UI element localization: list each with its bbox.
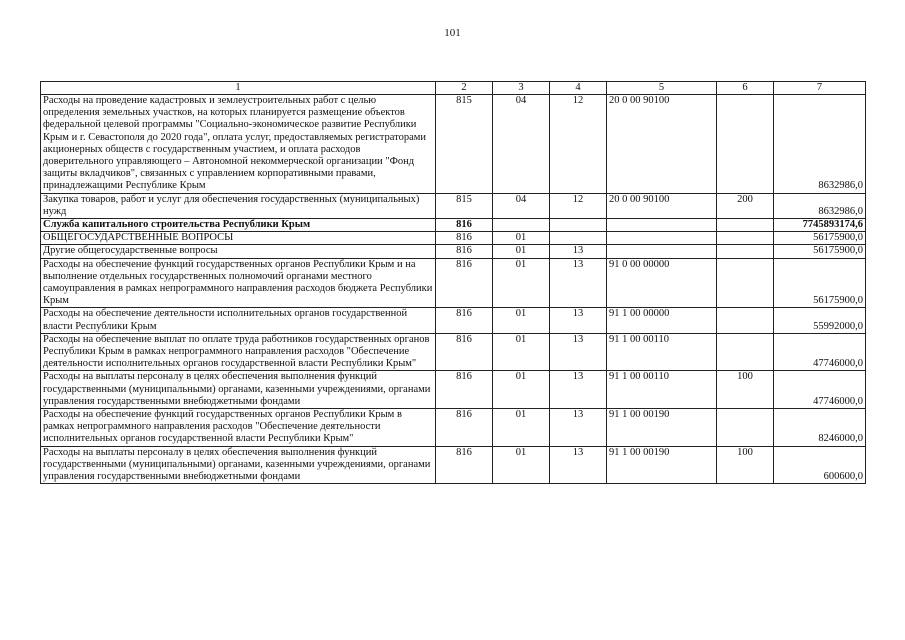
expense-name-cell: Расходы на обеспечение деятельности исполнительных органов государственной власти Республики Крым bbox=[41, 308, 436, 333]
target-article-cell: 91 0 00 00000 bbox=[607, 258, 717, 308]
section-code-cell: 04 bbox=[493, 193, 550, 218]
subsection-code-cell bbox=[550, 232, 607, 245]
subsection-code-cell: 13 bbox=[550, 308, 607, 333]
table-row bbox=[41, 193, 866, 218]
amount-cell: 8246000,0 bbox=[774, 409, 866, 447]
admin-code-cell: 816 bbox=[436, 232, 493, 245]
section-code-cell: 01 bbox=[493, 308, 550, 333]
target-article-cell bbox=[607, 245, 717, 258]
table-row bbox=[41, 232, 866, 245]
subsection-code-cell: 13 bbox=[550, 245, 607, 258]
expense-name-cell: Расходы на обеспечение выплат по оплате труда работников государственных органов Республики Крым в рамках непрограммного направления расходов "Обеспечение деятельности исполнительных органов государственной власти Республики Крым" bbox=[41, 333, 436, 371]
section-code-cell: 01 bbox=[493, 371, 550, 409]
target-article-cell: 91 1 00 00190 bbox=[607, 409, 717, 447]
column-header-1: 1 bbox=[41, 82, 436, 95]
section-code-cell bbox=[493, 219, 550, 232]
table-row bbox=[41, 308, 866, 333]
admin-code-cell: 815 bbox=[436, 95, 493, 194]
subsection-code-cell: 13 bbox=[550, 371, 607, 409]
expense-type-cell bbox=[717, 232, 774, 245]
budget-table bbox=[40, 81, 866, 484]
amount-cell: 8632986,0 bbox=[774, 193, 866, 218]
column-header-2: 2 bbox=[436, 82, 493, 95]
admin-code-cell: 816 bbox=[436, 333, 493, 371]
column-header-5: 5 bbox=[607, 82, 717, 95]
section-code-cell: 01 bbox=[493, 245, 550, 258]
expense-type-cell: 200 bbox=[717, 193, 774, 218]
subsection-code-cell: 12 bbox=[550, 95, 607, 194]
amount-cell: 47746000,0 bbox=[774, 333, 866, 371]
admin-code-cell: 816 bbox=[436, 308, 493, 333]
expense-name-cell: Расходы на обеспечение функций государственных органов Республики Крым и на выполнение отдельных государственных полномочий органами местного самоуправления в рамках непрограммного направления расходов бюджета Республики Крым bbox=[41, 258, 436, 308]
expense-type-cell bbox=[717, 95, 774, 194]
target-article-cell bbox=[607, 232, 717, 245]
expense-name-cell: ОБЩЕГОСУДАРСТВЕННЫЕ ВОПРОСЫ bbox=[41, 232, 436, 245]
target-article-cell: 91 1 00 00000 bbox=[607, 308, 717, 333]
expense-type-cell: 100 bbox=[717, 446, 774, 484]
admin-code-cell: 816 bbox=[436, 409, 493, 447]
expense-name-cell: Расходы на обеспечение функций государственных органов Республики Крым в рамках непрограммного направления расходов "Обеспечение деятельности исполнительных органов государственной власти Республики Крым" bbox=[41, 409, 436, 447]
admin-code-cell: 815 bbox=[436, 193, 493, 218]
table-row bbox=[41, 95, 866, 194]
column-header-3: 3 bbox=[493, 82, 550, 95]
target-article-cell: 91 1 00 00110 bbox=[607, 333, 717, 371]
amount-cell: 600600,0 bbox=[774, 446, 866, 484]
subsection-code-cell bbox=[550, 219, 607, 232]
admin-code-cell: 816 bbox=[436, 371, 493, 409]
subsection-code-cell: 13 bbox=[550, 333, 607, 371]
table-row bbox=[41, 258, 866, 308]
table-row bbox=[41, 371, 866, 409]
section-code-cell: 01 bbox=[493, 232, 550, 245]
section-code-cell: 01 bbox=[493, 333, 550, 371]
amount-cell: 8632986,0 bbox=[774, 95, 866, 194]
subsection-code-cell: 13 bbox=[550, 409, 607, 447]
section-code-cell: 01 bbox=[493, 409, 550, 447]
amount-cell: 56175900,0 bbox=[774, 232, 866, 245]
table-row bbox=[41, 446, 866, 484]
subsection-code-cell: 12 bbox=[550, 193, 607, 218]
admin-code-cell: 816 bbox=[436, 219, 493, 232]
section-code-cell: 04 bbox=[493, 95, 550, 194]
table-row bbox=[41, 333, 866, 371]
target-article-cell: 91 1 00 00190 bbox=[607, 446, 717, 484]
amount-cell: 56175900,0 bbox=[774, 258, 866, 308]
expense-type-cell bbox=[717, 308, 774, 333]
column-header-4: 4 bbox=[550, 82, 607, 95]
expense-type-cell bbox=[717, 333, 774, 371]
admin-code-cell: 816 bbox=[436, 245, 493, 258]
admin-code-cell: 816 bbox=[436, 446, 493, 484]
expense-name-cell: Расходы на выплаты персоналу в целях обеспечения выполнения функций государственными (муниципальными) органами, казенными учреждениями, органами управления государственными внебюджетными фондами bbox=[41, 371, 436, 409]
expense-name-cell: Закупка товаров, работ и услуг для обеспечения государственных (муниципальных) нужд bbox=[41, 193, 436, 218]
expense-name-cell: Служба капитального строительства Республики Крым bbox=[41, 219, 436, 232]
expense-name-cell: Другие общегосударственные вопросы bbox=[41, 245, 436, 258]
amount-cell: 56175900,0 bbox=[774, 245, 866, 258]
column-header-6: 6 bbox=[717, 82, 774, 95]
subsection-code-cell: 13 bbox=[550, 446, 607, 484]
table-row bbox=[41, 219, 866, 232]
section-code-cell: 01 bbox=[493, 446, 550, 484]
expense-type-cell bbox=[717, 245, 774, 258]
expense-type-cell bbox=[717, 409, 774, 447]
admin-code-cell: 816 bbox=[436, 258, 493, 308]
expense-name-cell: Расходы на выплаты персоналу в целях обеспечения выполнения функций государственными (муниципальными) органами, казенными учреждениями, органами управления государственными внебюджетными фондами bbox=[41, 446, 436, 484]
target-article-cell bbox=[607, 219, 717, 232]
expense-type-cell: 100 bbox=[717, 371, 774, 409]
target-article-cell: 20 0 00 90100 bbox=[607, 193, 717, 218]
expense-type-cell bbox=[717, 258, 774, 308]
amount-cell: 47746000,0 bbox=[774, 371, 866, 409]
subsection-code-cell: 13 bbox=[550, 258, 607, 308]
table-row bbox=[41, 409, 866, 447]
expense-name-cell: Расходы на проведение кадастровых и землеустроительных работ с целью определения земельных участков, на которых планируется размещение объектов федеральной целевой программы "Социально-экономическое развитие Республики Крым и г. Севастополя до 2020 года", оплата услуг, предоставляемых регистраторами акционерных обществ с государственным участием, и оплата расходов доверительного управляющего – Автономной некоммерческой организации "Фонд защиты вкладчиков", связанных с управлением корпоративными правами, принадлежащими Республике Крым bbox=[41, 95, 436, 194]
column-number-row bbox=[41, 82, 866, 95]
expense-type-cell bbox=[717, 219, 774, 232]
section-code-cell: 01 bbox=[493, 258, 550, 308]
page-number: 101 bbox=[444, 27, 461, 39]
column-header-7: 7 bbox=[774, 82, 866, 95]
table-row bbox=[41, 245, 866, 258]
amount-cell: 55992000,0 bbox=[774, 308, 866, 333]
target-article-cell: 91 1 00 00110 bbox=[607, 371, 717, 409]
amount-cell: 7745893174,6 bbox=[774, 219, 866, 232]
target-article-cell: 20 0 00 90100 bbox=[607, 95, 717, 194]
